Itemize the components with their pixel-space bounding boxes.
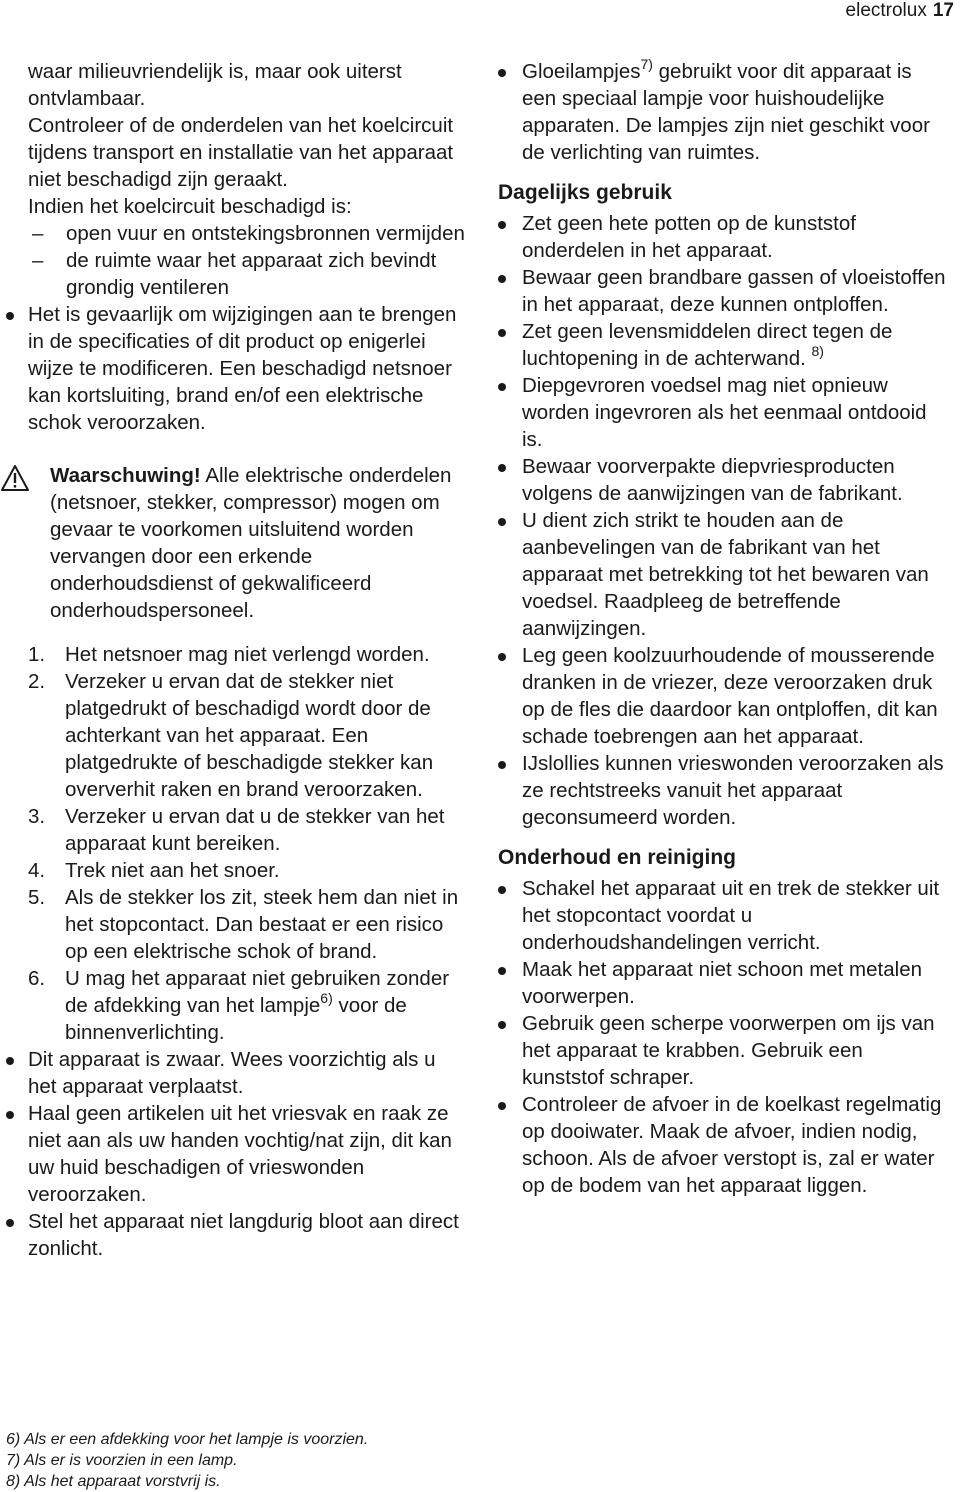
paragraph: Controleer of de onderdelen van het koelcircuit tijdens transport en installatie van het apparaat niet beschadigd zijn geraakt. — [28, 114, 454, 191]
bullet-icon — [498, 383, 506, 391]
bullet-text: Bewaar geen brandbare gassen of vloeistoffen in het apparaat, deze kunnen ontploffen. — [522, 266, 946, 316]
bullet-item — [498, 507, 950, 642]
bullet-item — [28, 301, 468, 436]
numbered-item — [28, 857, 468, 884]
item-text: U mag het apparaat niet gebruiken zonder de afdekking van het lampje — [65, 967, 450, 1017]
bullet-item — [498, 1010, 950, 1091]
bullet-text: Leg geen koolzuurhoudende of mousserende dranken in de vriezer, deze veroorzaken druk op de fles die daardoor kan ontploffen, dit kan schade toebrengen aan het apparaat. — [522, 644, 938, 748]
bullet-text: Schakel het apparaat uit en trek de stekker uit het stopcontact voordat u onderhoudshandelingen verricht. — [522, 877, 940, 954]
bullet-icon — [498, 1102, 506, 1110]
bullet-item — [498, 372, 950, 453]
bullet-item — [498, 956, 950, 1010]
bullet-icon — [498, 275, 506, 283]
section-heading: Dagelijks gebruik — [498, 181, 672, 204]
bullet-item — [498, 58, 950, 166]
bullet-text: Haal geen artikelen uit het vriesvak en raak ze niet aan als uw handen vochtig/nat zijn, dit kan uw huid beschadigen of vrieswonden veroorzaken. — [28, 1102, 452, 1206]
warning-triangle-icon — [0, 464, 30, 492]
item-text: Het netsnoer mag niet verlengd worden. — [65, 643, 430, 666]
dash-item: – de ruimte waar het apparaat zich bevindt grondig ventileren — [28, 247, 468, 301]
item-number: 5. — [28, 886, 46, 909]
item-number: 6. — [28, 967, 46, 990]
bullet-text: Het is gevaarlijk om wijzigingen aan te brengen in de specificaties of dit product op enigerlei wijze te modificeren. Een beschadigd netsnoer kan kortsluiting, brand en/of een elektrische schok veroorzaken. — [28, 303, 457, 434]
bullet-item — [498, 264, 950, 318]
numbered-item — [28, 641, 468, 668]
right-column — [498, 58, 950, 1199]
bullet-text: Gloeilampjes — [522, 60, 641, 83]
numbered-item — [28, 965, 468, 1046]
footnote: 8) Als het apparaat vorstvrij is. — [6, 1473, 221, 1490]
bullet-text: Zet geen hete potten op de kunststof onderdelen in het apparaat. — [522, 212, 856, 262]
warning-text: Alle elektrische onderdelen (netsnoer, stekker, compressor) mogen om gevaar te voorkomen uitsluitend worden vervangen door een erkende onderhoudsdienst of gekwalificeerd onderhoudspersoneel. — [50, 464, 452, 622]
bullet-text: Controleer de afvoer in de koelkast regelmatig op dooiwater. Maak de afvoer, indien nodig, schoon. Als de afvoer verstopt is, zal er water op de bodem van het apparaat liggen. — [522, 1093, 942, 1197]
bullet-icon — [498, 464, 506, 472]
bullet-item — [28, 1100, 468, 1208]
footnote: 6) Als er een afdekking voor het lampje is voorzien. — [6, 1431, 369, 1448]
item-number: 1. — [28, 643, 46, 666]
bullet-icon — [498, 886, 506, 894]
item-number: 2. — [28, 670, 46, 693]
bullet-text: gebruikt voor dit apparaat is een speciaal lampje voor huishoudelijke apparaten. De lampjes zijn niet geschikt voor de verlichting van ruimtes. — [522, 60, 930, 164]
page-header — [846, 0, 954, 22]
bullet-text: Diepgevroren voedsel mag niet opnieuw worden ingevroren als het eenmaal ontdooid is. — [522, 374, 927, 451]
bullet-icon — [498, 518, 506, 526]
bullet-icon — [498, 653, 506, 661]
bullet-icon — [6, 1057, 14, 1065]
footnote: 7) Als er is voorzien in een lamp. — [6, 1452, 238, 1469]
left-column — [28, 58, 468, 1262]
page-number: 17 — [932, 0, 954, 21]
item-number: 3. — [28, 805, 46, 828]
bullet-icon — [6, 1219, 14, 1227]
paragraph: Indien het koelcircuit beschadigd is: — [28, 195, 352, 218]
item-text: Verzeker u ervan dat u de stekker van het apparaat kunt bereiken. — [65, 805, 445, 855]
brand-name: electrolux — [845, 0, 927, 21]
bullet-icon — [498, 1021, 506, 1029]
bullet-item — [28, 1046, 468, 1100]
numbered-item — [28, 803, 468, 857]
bullet-icon — [6, 312, 14, 320]
numbered-item — [28, 668, 468, 803]
paragraph: waar milieuvriendelijk is, maar ook uiterst ontvlambaar. — [28, 60, 402, 110]
bullet-icon — [498, 221, 506, 229]
bullet-icon — [6, 1111, 14, 1119]
bullet-item — [498, 1091, 950, 1199]
bullet-item — [498, 453, 950, 507]
bullet-text: Dit apparaat is zwaar. Wees voorzichtig als u het apparaat verplaatst. — [28, 1048, 436, 1098]
bullet-item — [498, 642, 950, 750]
item-text: voor de binnenverlichting. — [65, 994, 407, 1044]
bullet-text: Maak het apparaat niet schoon met metalen voorwerpen. — [522, 958, 922, 1008]
bullet-text: IJslollies kunnen vrieswonden veroorzaken als ze rechtstreeks vanuit het apparaat geconsumeerd worden. — [522, 752, 944, 829]
item-text: Trek niet aan het snoer. — [65, 859, 280, 882]
footnote-ref: 8) — [811, 343, 824, 359]
bullet-text: Stel het apparaat niet langdurig bloot aan direct zonlicht. — [28, 1210, 459, 1260]
bullet-item — [28, 1208, 468, 1262]
bullet-icon — [498, 69, 506, 77]
bullet-item — [498, 318, 950, 372]
warning-block — [28, 462, 468, 624]
bullet-icon — [498, 967, 506, 975]
bullet-item — [498, 210, 950, 264]
bullet-item — [498, 750, 950, 831]
bullet-text: Bewaar voorverpakte diepvriesproducten volgens de aanwijzingen van de fabrikant. — [522, 455, 903, 505]
bullet-text: U dient zich strikt te houden aan de aanbevelingen van de fabrikant van het apparaat met betrekking tot het bewaren van voedsel. Raadpleeg de betreffende aanwijzingen. — [522, 509, 929, 640]
footnotes — [6, 1429, 368, 1492]
warning-title: Waarschuwing! — [50, 464, 201, 487]
numbered-list — [28, 641, 468, 1046]
bullet-text: Gebruik geen scherpe voorwerpen om ijs van het apparaat te krabben. Gebruik een kunststof schraper. — [522, 1012, 935, 1089]
bullet-icon — [498, 329, 506, 337]
item-text: Verzeker u ervan dat de stekker niet platgedrukt of beschadigd wordt door de achterkant van het apparaat. Een platgedrukte of beschadigde stekker kan oververhit raken en brand veroorzaken. — [65, 670, 434, 801]
bullet-item — [498, 875, 950, 956]
footnote-ref: 6) — [320, 990, 333, 1006]
numbered-item — [28, 884, 468, 965]
item-text: Als de stekker los zit, steek hem dan niet in het stopcontact. Dan bestaat er een risico op een elektrische schok of brand. — [65, 886, 459, 963]
bullet-icon — [498, 761, 506, 769]
dash-item: – open vuur en ontstekingsbronnen vermijden — [28, 220, 468, 247]
bullet-text: Zet geen levensmiddelen direct tegen de luchtopening in de achterwand. — [522, 320, 893, 370]
footnote-ref: 7) — [640, 56, 653, 72]
item-number: 4. — [28, 859, 46, 882]
section-heading: Onderhoud en reiniging — [498, 846, 736, 869]
